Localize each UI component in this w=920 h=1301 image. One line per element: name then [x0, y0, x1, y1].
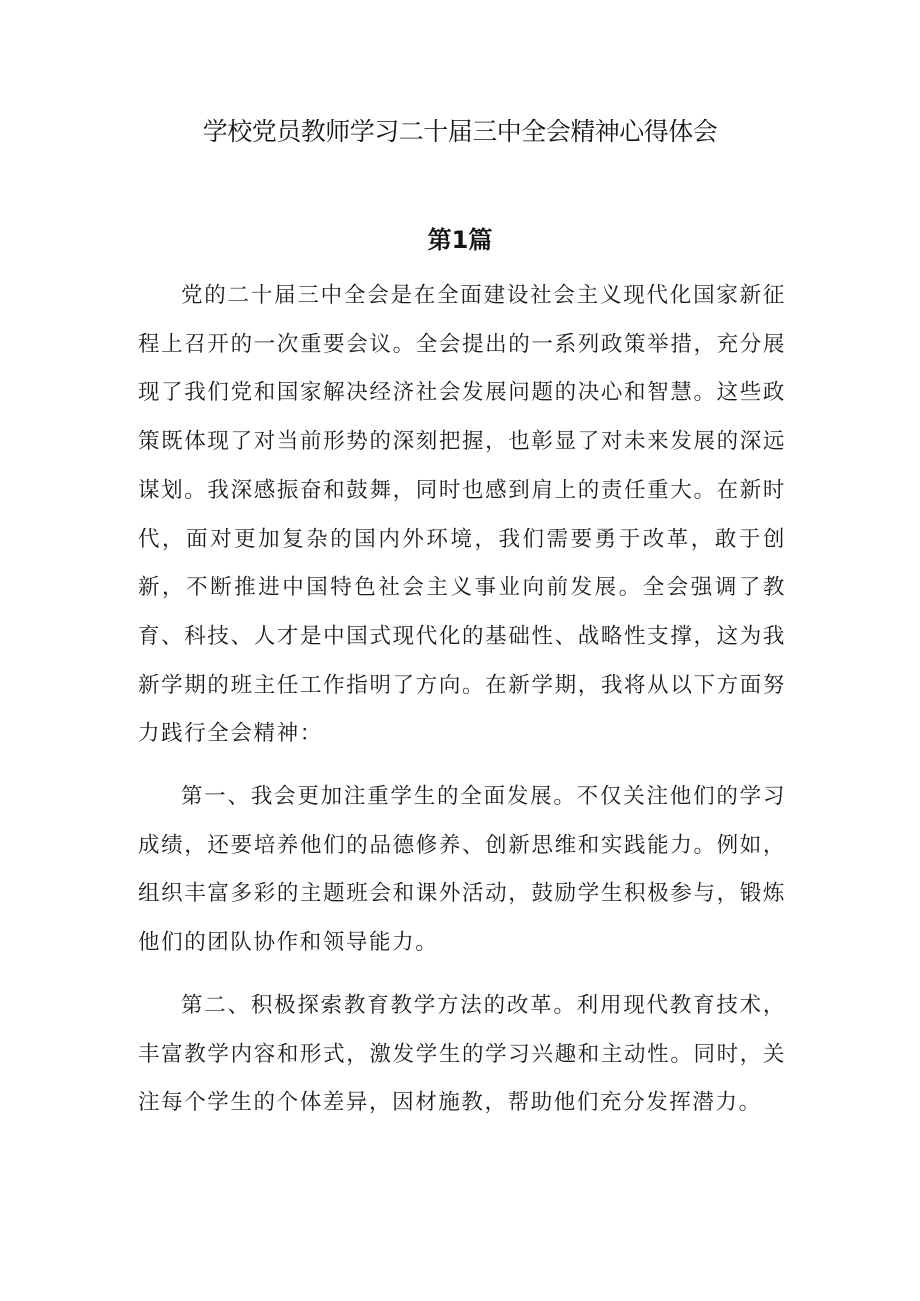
body-paragraph: 第二、积极探索教育教学方法的改革。利用现代教育技术，丰富教学内容和形式，激发学生的学习兴趣和主动性。同时，关注每个学生的个体差异，因材施教，帮助他们充分发挥潜力。	[138, 992, 786, 1116]
section-heading: 第1篇	[427, 226, 493, 254]
body-paragraph: 第一、我会更加注重学生的全面发展。不仅关注他们的学习成绩，还要培养他们的品德修养、创新思维和实践能力。例如，组织丰富多彩的主题班会和课外活动，鼓励学生积极参与，锻炼他们的团队协作和领导能力。	[138, 784, 786, 956]
body-paragraph: 党的二十届三中全会是在全面建设社会主义现代化国家新征程上召开的一次重要会议。全会提出的一系列政策举措，充分展现了我们党和国家解决经济社会发展问题的决心和智慧。这些政策既体现了对当前形势的深刻把握，也彰显了对未来发展的深远谋划。我深感振奋和鼓舞，同时也感到肩上的责任重大。在新时代，面对更加复杂的国内外环境，我们需要勇于改革，敢于创新，不断推进中国特色社会主义事业向前发展。全会强调了教育、科技、人才是中国式现代化的基础性、战略性支撑，这为我新学期的班主任工作指明了方向。在新学期，我将从以下方面努力践行全会精神：	[138, 283, 786, 747]
document-body	[138, 272, 786, 1128]
document-title: 学校党员教师学习二十届三中全会精神心得体会	[202, 117, 718, 146]
